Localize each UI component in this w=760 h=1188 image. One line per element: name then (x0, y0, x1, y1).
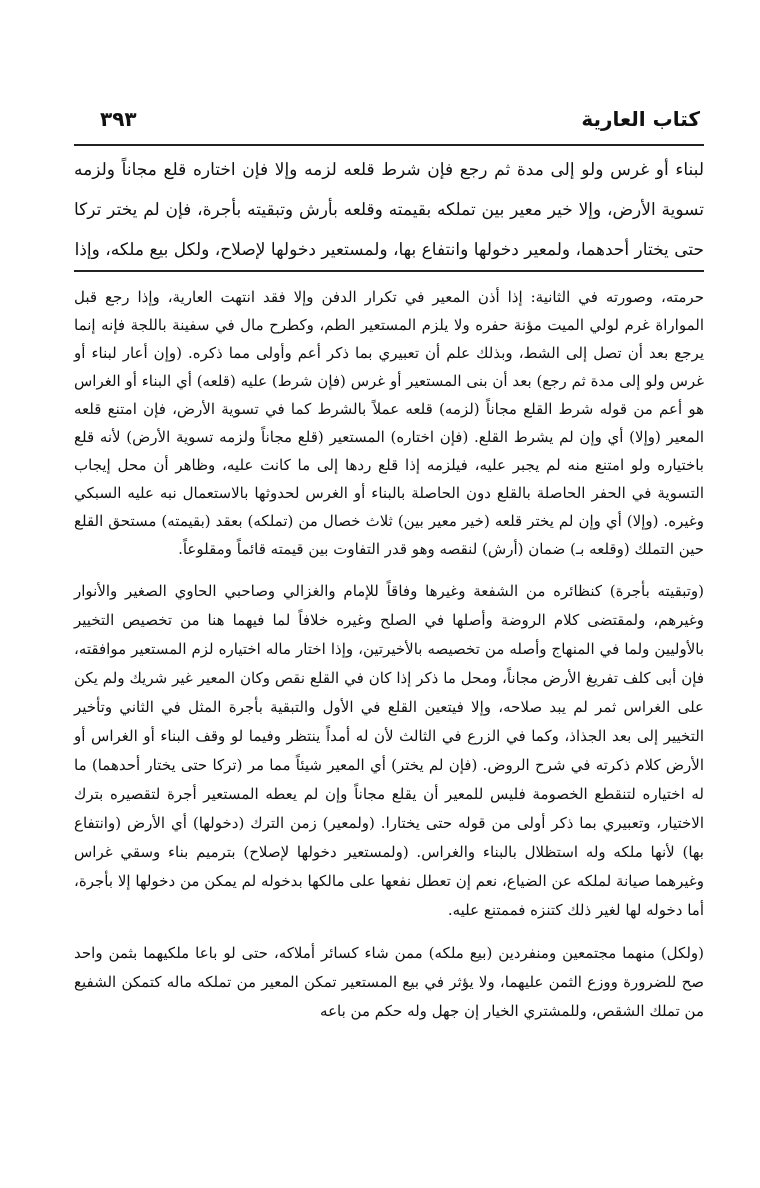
commentary-paragraph-1: حرمته، وصورته في الثانية: إذا أذن المعير في تكرار الدفن وإلا فقد انتهت العارية، وإذا رجع قبل المواراة غرم لولي الميت مؤنة حفره ولا يلزم المستعير الطم، وكطرح مال في سفينة باللجة فإنه إنما يرجع بعد أن تصل إلى الشط، وبذلك علم أن تعبيري بما ذكر أعم وأولى مما ذكره. (وإن أعار لبناء أو غرس ولو إلى مدة ثم رجع) بعد أن بنى المستعير أو غرس (فإن شرط) عليه (قلعه) أي البناء أو الغراس هو أعم من قوله شرط القلع مجاناً (لزمه) قلعه عملاً بالشرط كما في تسوية الأرض، فإن امتنع قلعه المعير (وإلا) أي وإن لم يشرط القلع. (فإن اختاره) المستعير (قلع مجاناً ولزمه تسوية الأرض) لأنه قلع باختياره ولو امتنع منه لم يجبر عليه، فيلزمه إذا قلع ردها إلى ما كانت عليه، وظاهر أن محل إيجاب التسوية في الحفر الحاصلة بالقلع دون الحاصلة بالبناء أو الغرس لحدوثها بالاستعمال نبه عليه السبكي وغيره. (وإلا) أي وإن لم يختر قلعه (خير معير بين) ثلاث خصال من (تملكه) بعقد (بقيمته) مستحق القلع حين التملك (وقلعه بـ) ضمان (أرش) لنقصه وهو قدر التفاوت بين قيمته قائماً ومقلوعاً. (74, 288, 704, 558)
commentary-paragraph-2: (وتبقيته بأجرة) كنظائره من الشفعة وغيرها وفاقاً للإمام والغزالي وصاحبي الحاوي الصغير والأنوار وغيرهم، ولمقتضى كلام الروضة وأصلها في الصلح وغيره خلافاً لما فيهما هنا من تخصيص التخيير بالأوليين ولما في المنهاج وأصله من تخصيصه بالأخيرتين، وإذا اختار ماله اختياره لزم المستعير موافقته، فإن أبى كلف تفريغ الأرض مجاناً، ومحل ما ذكر إذا كان في القلع نقص وكان المعير غير شريك ولم يكن على الغراس ثمر لم يبد صلاحه، وإلا فيتعين القلع في الأول والتبقية بأجرة المثل في الثاني وتأخير التخيير إلى بعد الجذاذ، وكما في الزرع في الثالث لأن له أمداً ينتظر وفيما لو وقف البناء أو الغراس أو الأرض كلام ذكرته في شرح الروض. (فإن لم يختر) أي المعير شيئاً مما مر (تركا حتى يختار أحدهما) ما له اختياره لتنقطع الخصومة فليس للمعير أن يقلع مجاناً وإن لم يعطه المستعير أجرة لتقصيره بترك الاختيار، وتعبيري بما ذكر أولى من قوله حتى يختارا. (ولمعير) زمن الترك (دخولها) أي الأرض (وانتفاع بها) لأنها ملكه وله استظلال بالبناء والغراس. (ولمستعير دخولها لإصلاح) بترميم بناء وسقي غراس وغيرهما صيانة لملكه عن الضياع، نعم إن تعطل نفعها على مالكها بدخوله لم يمكن من دخولها إلا بأجرة، أما دخوله لها لغير ذلك كتنزه فممتنع عليه. (74, 582, 704, 919)
header-rule (74, 144, 704, 146)
running-header (100, 101, 700, 141)
matn-paragraph: لبناء أو غرس ولو إلى مدة ثم رجع فإن شرط قلعه لزمه وإلا فإن اختاره قلع مجاناً ولزمه تسوية الأرض، وإلا خير معير بين تملكه بقيمته وقلعه بأرش وتبقيته بأجرة، فإن لم يختر تركا حتى يختار أحدهما، ولمعير دخولها وانتفاع بها، ولمستعير دخولها لإصلاح، ولكل بيع ملكه، وإذا (74, 160, 704, 260)
matn-commentary-separator (74, 270, 704, 272)
chapter-title: كتاب العارية (581, 107, 700, 131)
matn-text-block (74, 150, 704, 270)
commentary-paragraph-3: (ولكل) منهما مجتمعين ومنفردين (بيع ملكه) ممن شاء كسائر أملاكه، حتى لو باعا ملكيهما بثمن واحد صح للضرورة ووزع الثمن عليهما، ولا يؤثر في بيع المستعير تمكن المعير من تملكه ماله كتمكن الشفيع من تملك الشقص، وللمشتري الخيار إن جهل وله حكم من باعه (74, 944, 704, 1020)
commentary-text-block (74, 283, 704, 1040)
page-number: ٣٩٣ (100, 107, 137, 131)
